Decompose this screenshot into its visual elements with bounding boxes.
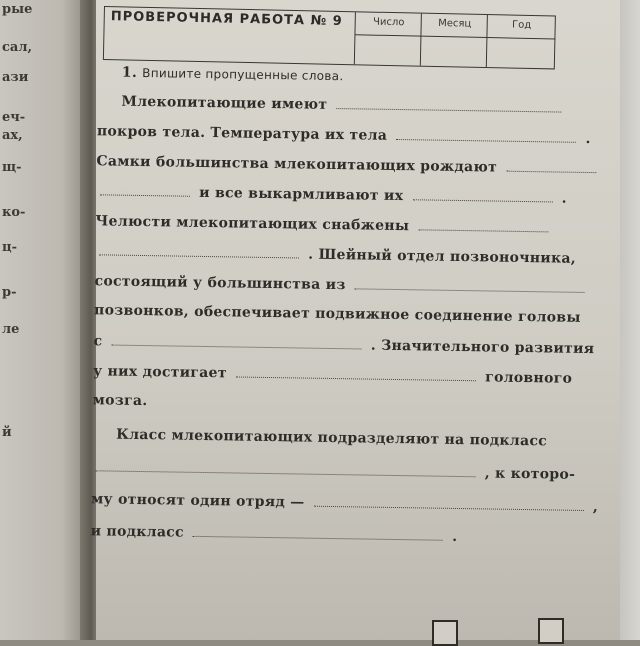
date-cell-day [354,12,422,65]
left-fragment: ази [2,70,29,85]
text-line [93,392,148,409]
left-fragment: сал, [2,40,33,55]
answer-blank[interactable] [412,187,552,202]
line-text: состоящий у большинства из [94,273,346,294]
line-text: . [585,130,591,148]
line-text: , [592,499,599,516]
left-page [0,0,88,640]
task-instruction: Впишите пропущенные слова. [142,65,344,84]
line-text: . [452,528,458,545]
answer-checkbox[interactable] [538,618,564,644]
left-fragment: ко- [2,205,26,220]
left-fragment: еч- [2,110,26,125]
line-text: , к которо- [484,465,576,483]
line-text: и все выкармливают их [199,184,404,205]
date-split [487,37,555,39]
line-text: у них достигает [93,363,227,382]
date-label-day: Число [372,16,405,29]
line-text: с [93,333,103,350]
line-text: Челюсти млекопитающих снабжены [95,213,410,235]
line-text: . [561,190,567,207]
answer-blank[interactable] [355,276,585,293]
date-cell-year [486,15,556,68]
line-text: Млекопитающие имеют [121,93,328,113]
line-text: . Шейный отдел позвоночника, [308,246,577,267]
answer-blank[interactable] [99,242,299,258]
test-header [103,6,556,69]
left-fragment: щ- [2,160,22,175]
left-fragment: й [2,425,12,440]
line-text: позвонков, обеспечивает подвижное соединение головы [93,302,581,326]
answer-blank[interactable] [396,127,576,143]
answer-checkbox[interactable] [432,620,458,646]
date-label-year: Год [511,19,532,31]
answer-blank[interactable] [418,217,548,232]
date-cell-month [420,14,488,67]
line-text: . Значительного развития [370,337,595,358]
answer-blank[interactable] [193,524,443,541]
date-split [355,34,421,36]
test-title: ПРОВЕРОЧНАЯ РАБОТА № 9 [110,9,343,30]
left-fragment: ц- [2,240,17,255]
date-split [421,36,487,38]
line-text: Самки большинства млекопитающих рождают [96,153,498,176]
date-label-month: Месяц [438,18,472,30]
line-text: мозга. [92,392,148,410]
answer-blank[interactable] [100,182,190,196]
left-fragment: ле [2,322,20,337]
answer-blank[interactable] [336,96,561,113]
line-text: му относят один отряд — [91,491,305,511]
answer-blank[interactable] [236,364,476,381]
line-text: Класс млекопитающих подразделяют на подкласс [116,426,548,450]
answer-blank[interactable] [112,333,362,350]
graph-paper-edge [620,0,640,640]
line-text: и подкласс [90,523,185,541]
left-fragment: р- [2,285,17,300]
line-text: покров тела. Температура их тела [96,123,388,144]
line-text: головного [485,369,573,387]
task-number: 1. [121,64,138,81]
answer-blank[interactable] [506,159,596,173]
left-fragment: ах, [2,128,23,143]
left-fragment: рые [2,2,33,17]
